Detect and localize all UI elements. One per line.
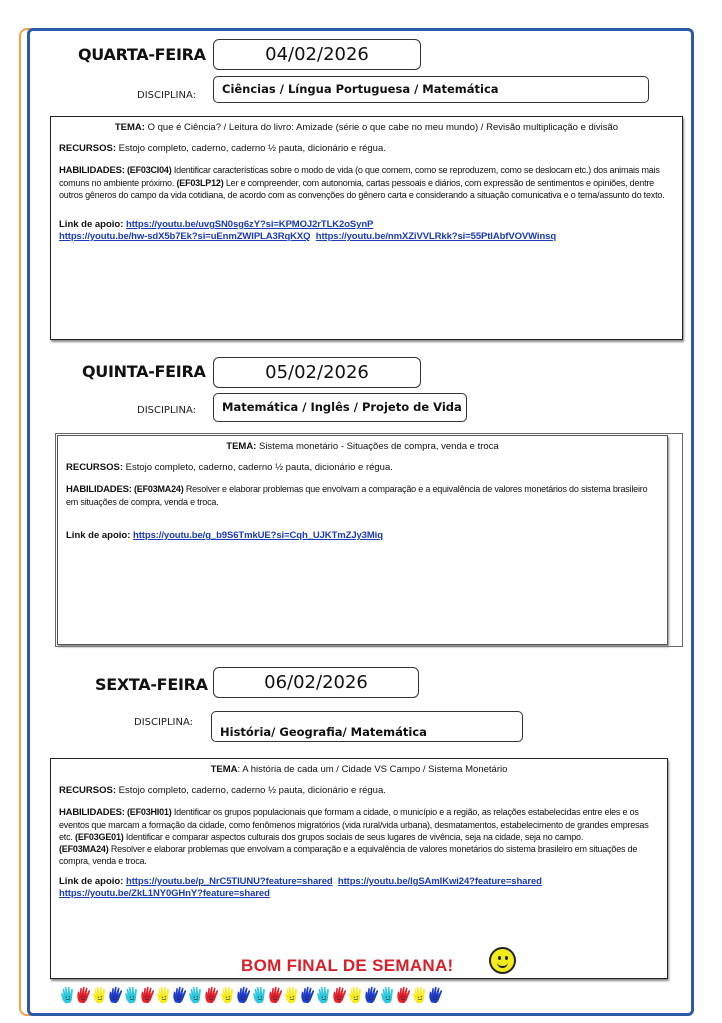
disciplina-box: Matemática / Inglês / Projeto de Vida <box>213 393 467 422</box>
weekend-greeting: BOM FINAL DE SEMANA! <box>241 956 454 975</box>
date-box: 04/02/2026 <box>213 39 421 70</box>
disciplina-label: DISCIPLINA: <box>137 405 196 416</box>
recursos-label: RECURSOS: <box>66 462 124 473</box>
recursos-text: Estojo completo, caderno, caderno ½ pauta, dicionário e régua. <box>125 462 393 473</box>
hand-red-icon <box>76 986 91 1004</box>
hand-yellow-icon <box>348 986 363 1004</box>
hand-blue-icon <box>428 986 443 1004</box>
links-row <box>66 530 659 542</box>
hand-red-icon <box>204 986 219 1004</box>
hand-blue-icon <box>172 986 187 1004</box>
support-link[interactable]: https://youtu.be/hw-sdX5b7Ek?si=uEnmZWIPLA3RqKXQ <box>59 231 311 242</box>
tema-label: TEMA <box>210 764 238 775</box>
disciplina-label: DISCIPLINA: <box>137 90 196 101</box>
link-label: Link de apoio: <box>66 530 131 541</box>
skill-text: Identificar características sobre o modo de vida (o que comem, como se reproduzem, como se deslocam etc.) dos animais mais comuns no ambiente próximo. <box>59 165 660 188</box>
support-link[interactable]: https://youtu.be/nmXZiVVLRkk?si=55PtlAbfVOVWinsq <box>315 231 557 242</box>
hand-yellow-icon <box>412 986 427 1004</box>
recursos-row <box>66 462 659 474</box>
recursos-label: RECURSOS: <box>59 143 117 154</box>
hand-red-icon <box>268 986 283 1004</box>
lesson-content-box <box>50 116 683 340</box>
hand-red-icon <box>396 986 411 1004</box>
skill-text: Identificar os grupos populacionais que formam a cidade, o município e a região, as relações estabelecidas entre eles e os eventos que marcam a formação da cidade, como fenômenos migratórios (vida rural/vida urbana), desmatamentos, estabelecimento de grandes empresas etc. <box>59 807 649 842</box>
skill-text: Identificar e comparar aspectos culturais dos grupos sociais de seus lugares de vivência, seja na cidade, seja no campo. <box>125 832 584 842</box>
hand-cyan-icon <box>252 986 267 1004</box>
hand-yellow-icon <box>220 986 235 1004</box>
tema-label: TEMA: <box>226 441 257 452</box>
habilidades-row <box>66 483 659 508</box>
hand-cyan-icon <box>188 986 203 1004</box>
hand-blue-icon <box>300 986 315 1004</box>
hand-cyan-icon <box>60 986 75 1004</box>
lesson-content-box <box>50 758 668 979</box>
day-title: SEXTA-FEIRA <box>95 675 208 694</box>
date-box: 05/02/2026 <box>213 357 421 388</box>
disciplina-box: Ciências / Língua Portuguesa / Matemática <box>213 76 649 103</box>
skill-text: Resolver e elaborar problemas que envolvam a comparação e a equivalência de valores monetários do sistema brasileiro em situações de compra, venda e troca. <box>59 844 638 866</box>
link-label: Link de apoio: <box>59 876 124 887</box>
tema-row <box>66 441 659 453</box>
habilidades-label: HABILIDADES: <box>59 807 125 818</box>
habilidades-row <box>59 164 674 201</box>
recursos-row <box>59 785 659 797</box>
lesson-content-box <box>57 435 668 645</box>
date-box: 06/02/2026 <box>213 667 419 698</box>
skill-code: (EF03MA24) <box>59 844 109 854</box>
tema-text: Sistema monetário - Situações de compra, venda e troca <box>258 441 499 452</box>
skill-code: (EF03HI01) <box>127 807 172 817</box>
tema-row: TEMA: A história de cada um / Cidade VS Campo / Sistema Monetário <box>210 764 508 775</box>
hand-blue-icon <box>364 986 379 1004</box>
skill-text: Resolver e elaborar problemas que envolvam a comparação e a equivalência de valores monetários do sistema brasileiro em situações de compra, venda e troca. <box>66 484 648 507</box>
hand-cyan-icon <box>380 986 395 1004</box>
links-row <box>59 876 659 900</box>
hand-blue-icon <box>108 986 123 1004</box>
tema-text: O que é Ciência? / Leitura do livro: Amizade (série o que cabe no meu mundo) / Revisão multiplicação e divisão <box>147 122 619 133</box>
recursos-text: Estojo completo, caderno, caderno ½ pauta, dicionário e régua. <box>118 785 386 796</box>
recursos-row <box>59 143 674 155</box>
support-link[interactable]: https://youtu.be/g_b9S6TmkUE?si=Cqh_UJKTmZJy3Miq <box>133 530 383 541</box>
support-link[interactable]: https://youtu.be/lgSAmIKwi24?feature=shared <box>337 876 542 887</box>
habilidades-row <box>59 806 659 867</box>
support-link[interactable]: https://youtu.be/p_NrC5TIUNU?feature=shared <box>126 876 333 887</box>
skill-code: (EF03LP12) <box>176 178 224 188</box>
hand-yellow-icon <box>284 986 299 1004</box>
skill-text: Ler e compreender, com autonomia, cartas pessoais e diários, com expressão de sentimentos e opiniões, dentre outros gêneros do campo da vida cotidiana, de acordo com as convenções do gênero carta e considerando a situação comunicativa e o tema/assunto do texto. <box>59 178 665 200</box>
support-link[interactable]: https://youtu.be/ZkL1NY0GHnY?feature=shared <box>59 888 270 899</box>
recursos-label: RECURSOS: <box>59 785 117 796</box>
habilidades-label: HABILIDADES: <box>59 165 125 176</box>
skill-code: (EF03CI04) <box>127 165 172 175</box>
tema-label: TEMA: <box>114 122 145 133</box>
smiley-face-icon <box>489 947 516 974</box>
hand-cyan-icon <box>316 986 331 1004</box>
links-row <box>59 219 674 243</box>
hand-blue-icon <box>236 986 251 1004</box>
hand-red-icon <box>140 986 155 1004</box>
hands-border-decoration <box>60 986 443 1006</box>
support-link[interactable]: https://youtu.be/uvgSN0sg6zY?si=KPMOJ2rTLK2oSynP <box>126 219 374 230</box>
skill-code: (EF03GE01) <box>75 832 124 842</box>
disciplina-label: DISCIPLINA: <box>134 717 193 728</box>
skill-code: (EF03MA24) <box>134 484 184 494</box>
tema-row <box>59 122 674 134</box>
disciplina-box: História/ Geografia/ Matemática <box>211 711 523 742</box>
hand-cyan-icon <box>124 986 139 1004</box>
day-title: QUINTA-FEIRA <box>82 362 206 381</box>
habilidades-label: HABILIDADES: <box>66 484 132 495</box>
hand-yellow-icon <box>156 986 171 1004</box>
recursos-text: Estojo completo, caderno, caderno ½ pauta, dicionário e régua. <box>118 143 386 154</box>
link-label: Link de apoio: <box>59 219 124 230</box>
smiley-mouth <box>497 959 508 968</box>
hand-yellow-icon <box>92 986 107 1004</box>
day-title: QUARTA-FEIRA <box>78 45 206 64</box>
hand-red-icon <box>332 986 347 1004</box>
tema-text: A história de cada um / Cidade VS Campo / Sistema Monetário <box>242 764 508 775</box>
